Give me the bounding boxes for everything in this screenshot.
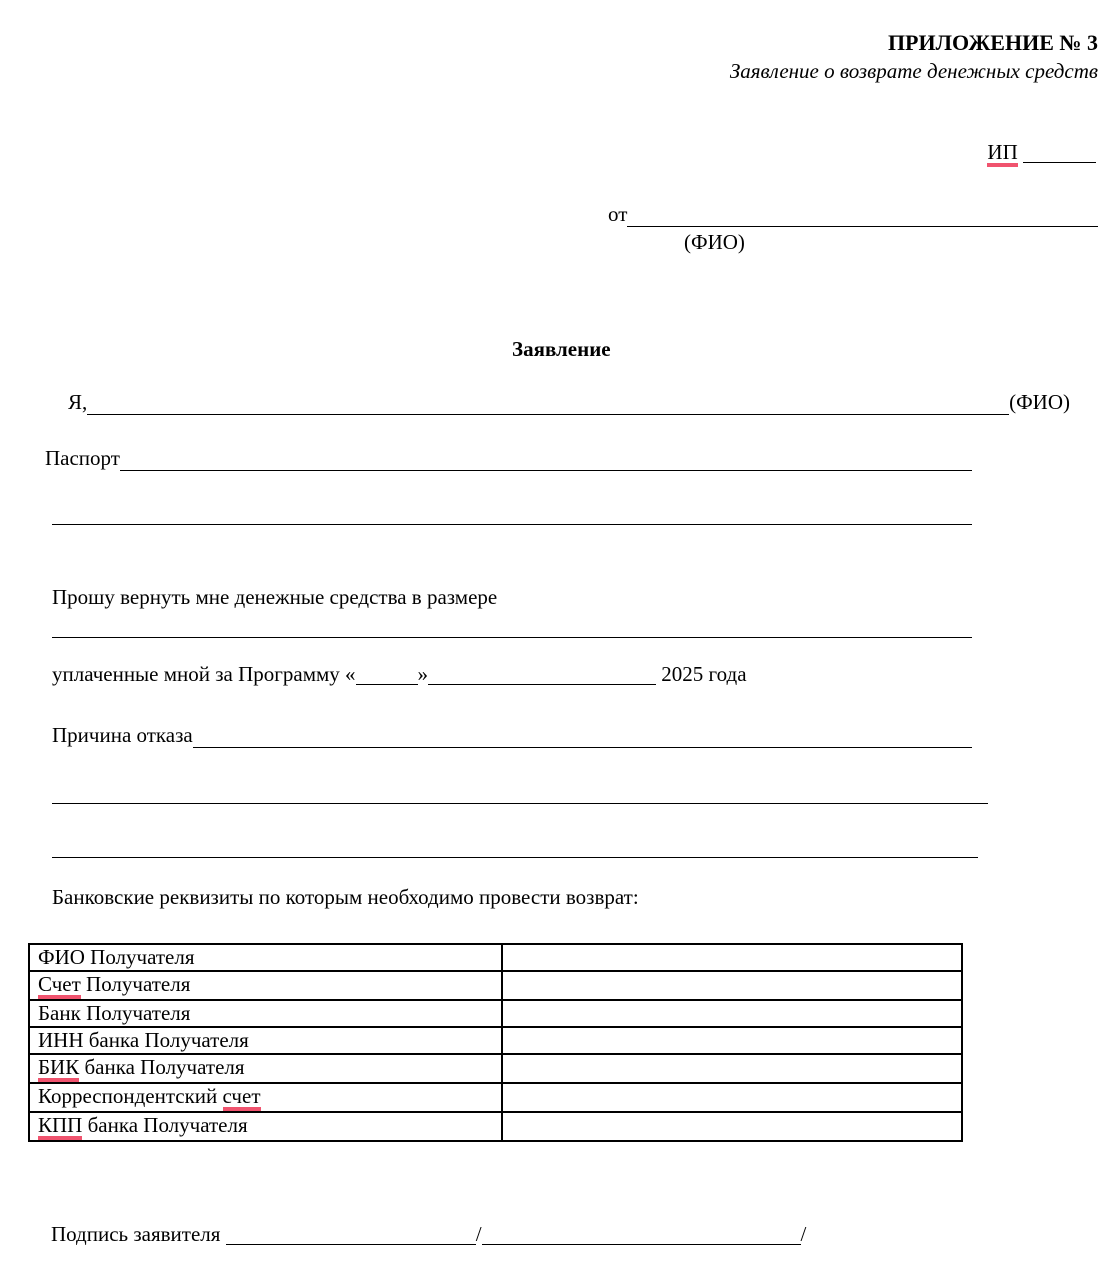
ip-line <box>987 139 1096 167</box>
row-label: Корреспондентский счет <box>29 1083 502 1112</box>
bank-details-table <box>28 943 963 1142</box>
statement-heading: Заявление <box>512 337 611 361</box>
row-label: БИК банка Получателя <box>29 1054 502 1083</box>
table-row-account <box>29 971 962 1000</box>
table-value-cell[interactable] <box>502 1000 962 1027</box>
program-line <box>52 661 747 687</box>
table-row-kpp <box>29 1112 962 1141</box>
appendix-title: ПРИЛОЖЕНИЕ № 3 <box>887 30 1098 55</box>
table-row-bank <box>29 1000 962 1027</box>
slash-1: / <box>475 1222 482 1246</box>
table-row-fio <box>29 944 962 971</box>
passport-continuation-field[interactable] <box>52 524 972 525</box>
table-row-inn <box>29 1027 962 1054</box>
fio-suffix: (ФИО) <box>1009 390 1070 414</box>
passport-line <box>45 445 972 471</box>
reason-line <box>52 722 972 748</box>
row-label: ИНН банка Получателя <box>29 1027 502 1054</box>
row-label: КПП банка Получателя <box>29 1112 502 1141</box>
signature-field[interactable] <box>226 1244 476 1245</box>
from-line <box>608 201 1098 227</box>
row-label: Банк Получателя <box>29 1000 502 1027</box>
table-value-cell[interactable] <box>502 1054 962 1083</box>
from-blank-field[interactable] <box>627 201 1098 227</box>
signature-name-field[interactable] <box>482 1244 801 1245</box>
slash-2: / <box>800 1222 807 1246</box>
program-name-field[interactable] <box>428 684 656 685</box>
signature-label: Подпись заявителя <box>51 1222 221 1246</box>
reason-continuation-field-2[interactable] <box>52 857 978 858</box>
table-value-cell[interactable] <box>502 1027 962 1054</box>
program-number-field[interactable] <box>356 684 418 685</box>
row-label: Счет Получателя <box>29 971 502 1000</box>
refund-request-text: Прошу вернуть мне денежные средства в размере <box>52 585 498 609</box>
reason-label: Причина отказа <box>52 723 193 747</box>
program-prefix: уплаченные мной за Программу « <box>52 662 356 686</box>
ip-label: ИП <box>987 142 1017 167</box>
document-subtitle: Заявление о возврате денежных средств <box>729 59 1098 83</box>
bank-details-heading: Банковские реквизиты по которым необходимо провести возврат: <box>52 885 639 909</box>
passport-blank-field[interactable] <box>120 445 972 471</box>
amount-blank-field[interactable] <box>52 637 972 638</box>
table-row-corr-account <box>29 1083 962 1112</box>
program-close-quote: » <box>417 662 429 686</box>
signature-line <box>51 1221 806 1247</box>
table-value-cell[interactable] <box>502 1083 962 1112</box>
ip-blank-field[interactable] <box>1023 162 1096 163</box>
year-suffix: 2025 года <box>661 662 747 686</box>
table-row-bik <box>29 1054 962 1083</box>
from-label: от <box>608 202 628 226</box>
reason-continuation-field-1[interactable] <box>52 803 988 804</box>
table-value-cell[interactable] <box>502 944 962 971</box>
row-label: ФИО Получателя <box>29 944 502 971</box>
name-line <box>68 389 1070 415</box>
table-value-cell[interactable] <box>502 971 962 1000</box>
reason-blank-field[interactable] <box>193 722 972 748</box>
table-value-cell[interactable] <box>502 1112 962 1141</box>
fio-caption: (ФИО) <box>684 230 745 254</box>
name-blank-field[interactable] <box>87 389 1009 415</box>
i-label: Я, <box>68 390 88 414</box>
passport-label: Паспорт <box>45 446 120 470</box>
